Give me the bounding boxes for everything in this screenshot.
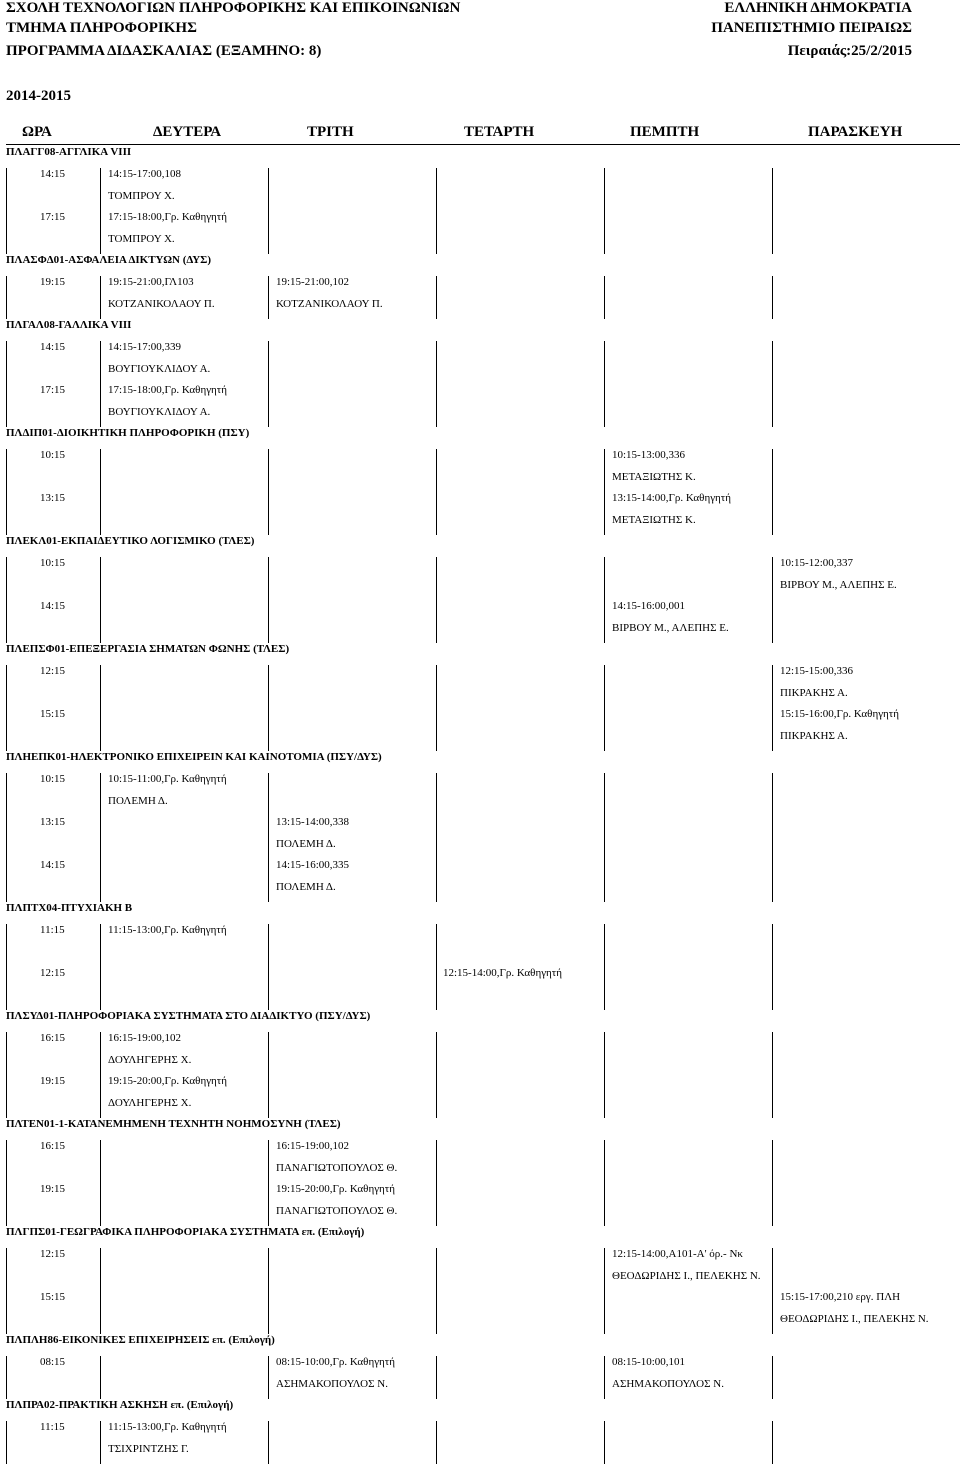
cell-time-room: 08:15-10:00,Γρ. Καθηγητή bbox=[276, 1356, 395, 1368]
grid-rule bbox=[772, 557, 773, 600]
grid-rule bbox=[6, 1356, 7, 1399]
course-title: ΠΛΑΓΓ08-ΑΓΓΛΙΚΑ VIII bbox=[6, 146, 132, 158]
column-header-wednesday: ΤΕΤΑΡΤΗ bbox=[464, 124, 535, 140]
grid-rule bbox=[100, 168, 101, 211]
cell-time-room: 14:15-17:00,108 bbox=[108, 168, 182, 180]
grid-rule bbox=[436, 1356, 437, 1399]
grid-rule bbox=[100, 1183, 101, 1226]
grid-rule bbox=[604, 211, 605, 254]
grid-rule bbox=[436, 600, 437, 643]
grid-rule bbox=[772, 600, 773, 643]
grid-rule bbox=[268, 557, 269, 600]
grid-rule bbox=[772, 708, 773, 751]
grid-rule bbox=[100, 967, 101, 1010]
grid-rule bbox=[772, 1248, 773, 1291]
cell-instructor: ΒΙΡΒΟΥ Μ., ΑΛΕΠΗΣ Ε. bbox=[612, 621, 729, 634]
grid-rule bbox=[6, 708, 7, 751]
cell-time-room: 16:15-19:00,102 bbox=[108, 1032, 182, 1044]
grid-rule bbox=[100, 211, 101, 254]
cell-instructor: ΠΟΛΕΜΗ Δ. bbox=[108, 794, 168, 807]
slot-time: 10:15 bbox=[40, 449, 66, 461]
grid-rule bbox=[604, 1248, 605, 1291]
grid-rule bbox=[604, 1356, 605, 1399]
grid-rule bbox=[268, 276, 269, 319]
grid-rule bbox=[100, 492, 101, 535]
grid-rule bbox=[100, 1140, 101, 1183]
grid-rule bbox=[268, 449, 269, 492]
cell-time-room: 13:15-14:00,338 bbox=[276, 816, 350, 828]
grid-rule bbox=[436, 211, 437, 254]
grid-rule bbox=[100, 816, 101, 859]
grid-rule bbox=[436, 967, 437, 1010]
grid-rule bbox=[604, 168, 605, 211]
grid-rule bbox=[604, 859, 605, 902]
grid-rule bbox=[436, 1140, 437, 1183]
grid-rule bbox=[436, 816, 437, 859]
slot-time: 11:15 bbox=[40, 1421, 65, 1433]
grid-rule bbox=[436, 557, 437, 600]
cell-instructor: ΠΙΚΡΑΚΗΣ Α. bbox=[780, 686, 848, 699]
grid-rule bbox=[268, 816, 269, 859]
grid-rule bbox=[268, 1356, 269, 1399]
cell-instructor: ΠΟΛΕΜΗ Δ. bbox=[276, 837, 336, 850]
column-header-monday: ΔΕΥΤΕΡΑ bbox=[153, 124, 222, 140]
slot-time: 16:15 bbox=[40, 1032, 66, 1044]
cell-instructor: ΤΟΜΠΡΟΥ Χ. bbox=[108, 232, 175, 245]
grid-rule bbox=[268, 492, 269, 535]
grid-rule bbox=[6, 492, 7, 535]
grid-rule bbox=[772, 773, 773, 816]
grid-rule bbox=[436, 924, 437, 967]
cell-instructor: ΔΟΥΛΗΓΕΡΗΣ Χ. bbox=[108, 1096, 192, 1109]
grid-rule bbox=[6, 859, 7, 902]
grid-rule bbox=[772, 1356, 773, 1399]
grid-rule bbox=[268, 1140, 269, 1183]
program-title: ΠΡΟΓΡΑΜΜΑ ΔΙΔΑΣΚΑΛΙΑΣ (ΕΞΑΜΗΝΟ: 8) bbox=[6, 43, 322, 59]
grid-rule bbox=[772, 1140, 773, 1183]
cell-instructor: ΤΣΙΧΡΙΝΤΖΗΣ Γ. bbox=[108, 1442, 189, 1455]
grid-rule bbox=[268, 967, 269, 1010]
cell-instructor: ΜΕΤΑΞΙΩΤΗΣ Κ. bbox=[612, 470, 696, 483]
grid-rule bbox=[772, 1075, 773, 1118]
cell-time-room: 16:15-19:00,102 bbox=[276, 1140, 350, 1152]
slot-time: 19:15 bbox=[40, 1075, 66, 1087]
grid-rule bbox=[6, 1183, 7, 1226]
cell-time-room: 17:15-18:00,Γρ. Καθηγητή bbox=[108, 384, 227, 396]
grid-rule bbox=[604, 557, 605, 600]
grid-rule bbox=[604, 924, 605, 967]
slot-time: 10:15 bbox=[40, 773, 66, 785]
grid-rule bbox=[604, 1075, 605, 1118]
cell-time-room: 12:15-14:00,Γρ. Καθηγητή bbox=[443, 967, 562, 979]
cell-time-room: 17:15-18:00,Γρ. Καθηγητή bbox=[108, 211, 227, 223]
column-header-friday: ΠΑΡΑΣΚΕΥΗ bbox=[808, 124, 903, 140]
cell-instructor: ΒΟΥΓΙΟΥΚΛΙΔΟΥ Α. bbox=[108, 405, 211, 418]
cell-time-room: 19:15-21:00,102 bbox=[276, 276, 350, 288]
grid-rule bbox=[100, 859, 101, 902]
grid-rule bbox=[268, 665, 269, 708]
grid-rule bbox=[268, 384, 269, 427]
school-name: ΣΧΟΛΗ ΤΕΧΝΟΛΟΓΙΩΝ ΠΛΗΡΟΦΟΡΙΚΗΣ ΚΑΙ ΕΠΙΚΟΙΝΩΝΙΩΝ bbox=[6, 0, 461, 16]
cell-time-room: 11:15-13:00,Γρ. Καθηγητή bbox=[108, 924, 227, 936]
grid-rule bbox=[436, 1075, 437, 1118]
slot-time: 12:15 bbox=[40, 1248, 66, 1260]
grid-rule bbox=[268, 1421, 269, 1464]
grid-rule bbox=[268, 1032, 269, 1075]
slot-time: 12:15 bbox=[40, 967, 66, 979]
grid-rule bbox=[604, 341, 605, 384]
grid-rule bbox=[436, 773, 437, 816]
grid-rule bbox=[604, 600, 605, 643]
grid-rule bbox=[436, 1183, 437, 1226]
grid-rule bbox=[436, 168, 437, 211]
grid-rule bbox=[268, 708, 269, 751]
grid-rule bbox=[772, 341, 773, 384]
slot-time: 17:15 bbox=[40, 384, 66, 396]
slot-time: 10:15 bbox=[40, 557, 66, 569]
cell-instructor: ΠΙΚΡΑΚΗΣ Α. bbox=[780, 729, 848, 742]
grid-rule bbox=[100, 1356, 101, 1399]
grid-rule bbox=[100, 773, 101, 816]
grid-rule bbox=[268, 341, 269, 384]
grid-rule bbox=[604, 708, 605, 751]
grid-rule bbox=[772, 276, 773, 319]
course-title: ΠΛΠΛΗ86-ΕΙΚΟΝΙΚΕΣ ΕΠΙΧΕΙΡΗΣΕΙΣ επ. (Επιλογή) bbox=[6, 1334, 275, 1346]
column-header-thursday: ΠΕΜΠΤΗ bbox=[630, 124, 700, 140]
grid-rule bbox=[604, 1291, 605, 1334]
grid-rule bbox=[436, 1291, 437, 1334]
course-title: ΠΛΤΕΝ01-1-ΚΑΤΑΝΕΜΗΜΕΝΗ ΤΕΧΝΗΤΗ ΝΟΗΜΟΣΥΝΗ (ΤΛΕΣ) bbox=[6, 1118, 341, 1130]
grid-rule bbox=[604, 1032, 605, 1075]
cell-instructor: ΠΑΝΑΓΙΩΤΟΠΟΥΛΟΣ Θ. bbox=[276, 1161, 398, 1174]
grid-rule bbox=[604, 384, 605, 427]
slot-time: 12:15 bbox=[40, 665, 66, 677]
grid-rule bbox=[772, 1421, 773, 1464]
grid-rule bbox=[100, 449, 101, 492]
grid-rule bbox=[268, 1183, 269, 1226]
grid-rule bbox=[604, 1421, 605, 1464]
slot-time: 14:15 bbox=[40, 341, 66, 353]
grid-rule bbox=[6, 1075, 7, 1118]
grid-rule bbox=[772, 665, 773, 708]
cell-time-room: 12:15-15:00,336 bbox=[780, 665, 854, 677]
grid-rule bbox=[100, 1248, 101, 1291]
grid-rule bbox=[436, 492, 437, 535]
grid-rule bbox=[436, 1421, 437, 1464]
grid-rule bbox=[6, 773, 7, 816]
grid-rule bbox=[100, 1075, 101, 1118]
grid-rule bbox=[100, 665, 101, 708]
cell-time-room: 10:15-12:00,337 bbox=[780, 557, 854, 569]
grid-rule bbox=[100, 924, 101, 967]
grid-rule bbox=[6, 557, 7, 600]
grid-rule bbox=[6, 1140, 7, 1183]
grid-rule bbox=[772, 967, 773, 1010]
slot-time: 16:15 bbox=[40, 1140, 66, 1152]
grid-rule bbox=[6, 600, 7, 643]
grid-rule bbox=[772, 1291, 773, 1334]
course-title: ΠΛΔΙΠ01-ΔΙΟΙΚΗΤΙΚΗ ΠΛΗΡΟΦΟΡΙΚΗ (ΠΣΥ) bbox=[6, 427, 250, 439]
grid-rule bbox=[100, 341, 101, 384]
grid-rule bbox=[772, 1032, 773, 1075]
grid-rule bbox=[6, 1248, 7, 1291]
cell-time-room: 19:15-21:00,ΓΛ103 bbox=[108, 276, 194, 288]
cell-time-room: 11:15-13:00,Γρ. Καθηγητή bbox=[108, 1421, 227, 1433]
grid-rule bbox=[772, 384, 773, 427]
grid-rule bbox=[772, 492, 773, 535]
slot-time: 11:15 bbox=[40, 924, 65, 936]
grid-rule bbox=[268, 924, 269, 967]
grid-rule bbox=[100, 1421, 101, 1464]
course-title: ΠΛΠΤΧ04-ΠΤΥΧΙΑΚΗ Β bbox=[6, 902, 133, 914]
cell-time-room: 10:15-13:00,336 bbox=[612, 449, 686, 461]
grid-rule bbox=[268, 773, 269, 816]
slot-time: 13:15 bbox=[40, 492, 66, 504]
grid-rule bbox=[6, 816, 7, 859]
grid-rule bbox=[604, 967, 605, 1010]
course-title: ΠΛΕΚΛ01-ΕΚΠΑΙΔΕΥΤΙΚΟ ΛΟΓΙΣΜΙΚΟ (ΤΛΕΣ) bbox=[6, 535, 255, 547]
slot-time: 14:15 bbox=[40, 600, 66, 612]
grid-rule bbox=[6, 1421, 7, 1464]
grid-rule bbox=[772, 859, 773, 902]
cell-time-room: 12:15-14:00,Α101-Α' όρ.- Νκ bbox=[612, 1248, 743, 1260]
slot-time: 15:15 bbox=[40, 708, 66, 720]
cell-time-room: 08:15-10:00,101 bbox=[612, 1356, 686, 1368]
grid-rule bbox=[436, 665, 437, 708]
grid-rule bbox=[268, 1291, 269, 1334]
grid-rule bbox=[436, 449, 437, 492]
cell-instructor: ΑΣΗΜΑΚΟΠΟΥΛΟΣ Ν. bbox=[276, 1377, 388, 1390]
cell-time-room: 19:15-20:00,Γρ. Καθηγητή bbox=[276, 1183, 395, 1195]
grid-rule bbox=[772, 1183, 773, 1226]
grid-rule bbox=[268, 859, 269, 902]
cell-instructor: ΠΑΝΑΓΙΩΤΟΠΟΥΛΟΣ Θ. bbox=[276, 1204, 398, 1217]
grid-rule bbox=[6, 384, 7, 427]
grid-rule bbox=[436, 1032, 437, 1075]
grid-rule bbox=[436, 341, 437, 384]
grid-rule bbox=[268, 600, 269, 643]
grid-rule bbox=[436, 859, 437, 902]
cell-instructor: ΚΟΤΖΑΝΙΚΟΛΑΟΥ Π. bbox=[108, 297, 215, 310]
grid-rule bbox=[100, 276, 101, 319]
grid-rule bbox=[772, 816, 773, 859]
grid-rule bbox=[6, 1291, 7, 1334]
country-name: ΕΛΛΗΝΙΚΗ ΔΗΜΟΚΡΑΤΙΑ bbox=[724, 0, 912, 16]
cell-time-room: 15:15-17:00,210 εργ. ΠΛΗ bbox=[780, 1291, 901, 1303]
university-name: ΠΑΝΕΠΙΣΤΗΜΙΟ ΠΕΙΡΑΙΩΣ bbox=[711, 20, 912, 36]
cell-time-room: 13:15-14:00,Γρ. Καθηγητή bbox=[612, 492, 731, 504]
grid-rule bbox=[100, 384, 101, 427]
grid-rule bbox=[604, 276, 605, 319]
column-header-time: ΩΡΑ bbox=[22, 124, 52, 140]
course-title: ΠΛΗΕΠΚ01-ΗΛΕΚΤΡΟΝΙΚΟ ΕΠΙΧΕΙΡΕΙΝ ΚΑΙ ΚΑΙΝΟΤΟΜΙΑ (ΠΣΥ/ΔΥΣ) bbox=[6, 751, 382, 763]
grid-rule bbox=[436, 708, 437, 751]
slot-time: 13:15 bbox=[40, 816, 66, 828]
cell-instructor: ΘΕΟΔΩΡΙΔΗΣ Ι., ΠΕΛΕΚΗΣ Ν. bbox=[612, 1269, 761, 1282]
cell-instructor: ΘΕΟΔΩΡΙΔΗΣ Ι., ΠΕΛΕΚΗΣ Ν. bbox=[780, 1312, 929, 1325]
grid-rule bbox=[772, 211, 773, 254]
department-name: ΤΜΗΜΑ ΠΛΗΡΟΦΟΡΙΚΗΣ bbox=[6, 20, 197, 36]
grid-rule bbox=[6, 967, 7, 1010]
grid-rule bbox=[604, 449, 605, 492]
grid-rule bbox=[6, 211, 7, 254]
grid-rule bbox=[436, 276, 437, 319]
cell-instructor: ΑΣΗΜΑΚΟΠΟΥΛΟΣ Ν. bbox=[612, 1377, 724, 1390]
grid-rule bbox=[604, 492, 605, 535]
grid-rule bbox=[6, 276, 7, 319]
cell-instructor: ΒΟΥΓΙΟΥΚΛΙΔΟΥ Α. bbox=[108, 362, 211, 375]
grid-rule bbox=[100, 708, 101, 751]
cell-time-room: 15:15-16:00,Γρ. Καθηγητή bbox=[780, 708, 899, 720]
grid-rule bbox=[268, 1248, 269, 1291]
grid-rule bbox=[604, 816, 605, 859]
column-header-tuesday: ΤΡΙΤΗ bbox=[307, 124, 354, 140]
course-title: ΠΛΠΡΑ02-ΠΡΑΚΤΙΚΗ ΑΣΚΗΣΗ επ. (Επιλογή) bbox=[6, 1399, 234, 1411]
grid-rule bbox=[436, 1248, 437, 1291]
grid-rule bbox=[604, 1140, 605, 1183]
grid-rule bbox=[6, 924, 7, 967]
cell-instructor: ΚΟΤΖΑΝΙΚΟΛΑΟΥ Π. bbox=[276, 297, 383, 310]
grid-rule bbox=[604, 773, 605, 816]
academic-year: 2014-2015 bbox=[6, 88, 71, 104]
grid-rule bbox=[268, 211, 269, 254]
course-title: ΠΛΓΑΛ08-ΓΑΛΛΙΚΑ VIII bbox=[6, 319, 132, 331]
grid-rule bbox=[436, 384, 437, 427]
place-date: Πειραιάς:25/2/2015 bbox=[787, 43, 912, 59]
grid-rule bbox=[772, 449, 773, 492]
slot-time: 08:15 bbox=[40, 1356, 66, 1368]
cell-time-room: 14:15-16:00,001 bbox=[612, 600, 686, 612]
slot-time: 19:15 bbox=[40, 276, 66, 288]
grid-rule bbox=[772, 168, 773, 211]
course-title: ΠΛΕΠΣΦ01-ΕΠΕΞΕΡΓΑΣΙΑ ΣΗΜΑΤΩΝ ΦΩΝΗΣ (ΤΛΕΣ) bbox=[6, 643, 290, 655]
slot-time: 15:15 bbox=[40, 1291, 66, 1303]
cell-instructor: ΜΕΤΑΞΙΩΤΗΣ Κ. bbox=[612, 513, 696, 526]
cell-time-room: 19:15-20:00,Γρ. Καθηγητή bbox=[108, 1075, 227, 1087]
course-title: ΠΛΣΥΔ01-ΠΛΗΡΟΦΟΡΙΑΚΑ ΣΥΣΤΗΜΑΤΑ ΣΤΟ ΔΙΑΔΙΚΤΥΟ (ΠΣΥ/ΔΥΣ) bbox=[6, 1010, 371, 1022]
cell-instructor: ΔΟΥΛΗΓΕΡΗΣ Χ. bbox=[108, 1053, 192, 1066]
grid-rule bbox=[772, 924, 773, 967]
cell-time-room: 14:15-16:00,335 bbox=[276, 859, 350, 871]
grid-rule bbox=[100, 1032, 101, 1075]
grid-rule bbox=[100, 557, 101, 600]
grid-rule bbox=[604, 665, 605, 708]
cell-time-room: 14:15-17:00,339 bbox=[108, 341, 182, 353]
grid-rule bbox=[6, 1032, 7, 1075]
cell-time-room: 10:15-11:00,Γρ. Καθηγητή bbox=[108, 773, 227, 785]
slot-time: 14:15 bbox=[40, 168, 66, 180]
grid-rule bbox=[268, 168, 269, 211]
grid-rule bbox=[6, 665, 7, 708]
grid-rule bbox=[100, 1291, 101, 1334]
cell-instructor: ΠΟΛΕΜΗ Δ. bbox=[276, 880, 336, 893]
course-title: ΠΛΓΠΣ01-ΓΕΩΓΡΑΦΙΚΑ ΠΛΗΡΟΦΟΡΙΑΚΑ ΣΥΣΤΗΜΑΤΑ επ. (Επιλογή) bbox=[6, 1226, 365, 1238]
grid-rule bbox=[604, 1183, 605, 1226]
grid-rule bbox=[6, 341, 7, 384]
course-title: ΠΛΑΣΦΔ01-ΑΣΦΑΛΕΙΑ ΔΙΚΤΥΩΝ (ΔΥΣ) bbox=[6, 254, 211, 266]
grid-rule bbox=[6, 449, 7, 492]
grid-rule bbox=[268, 1075, 269, 1118]
slot-time: 17:15 bbox=[40, 211, 66, 223]
grid-rule bbox=[6, 168, 7, 211]
slot-time: 14:15 bbox=[40, 859, 66, 871]
cell-instructor: ΤΟΜΠΡΟΥ Χ. bbox=[108, 189, 175, 202]
slot-time: 19:15 bbox=[40, 1183, 66, 1195]
grid-rule bbox=[100, 600, 101, 643]
cell-instructor: ΒΙΡΒΟΥ Μ., ΑΛΕΠΗΣ Ε. bbox=[780, 578, 897, 591]
